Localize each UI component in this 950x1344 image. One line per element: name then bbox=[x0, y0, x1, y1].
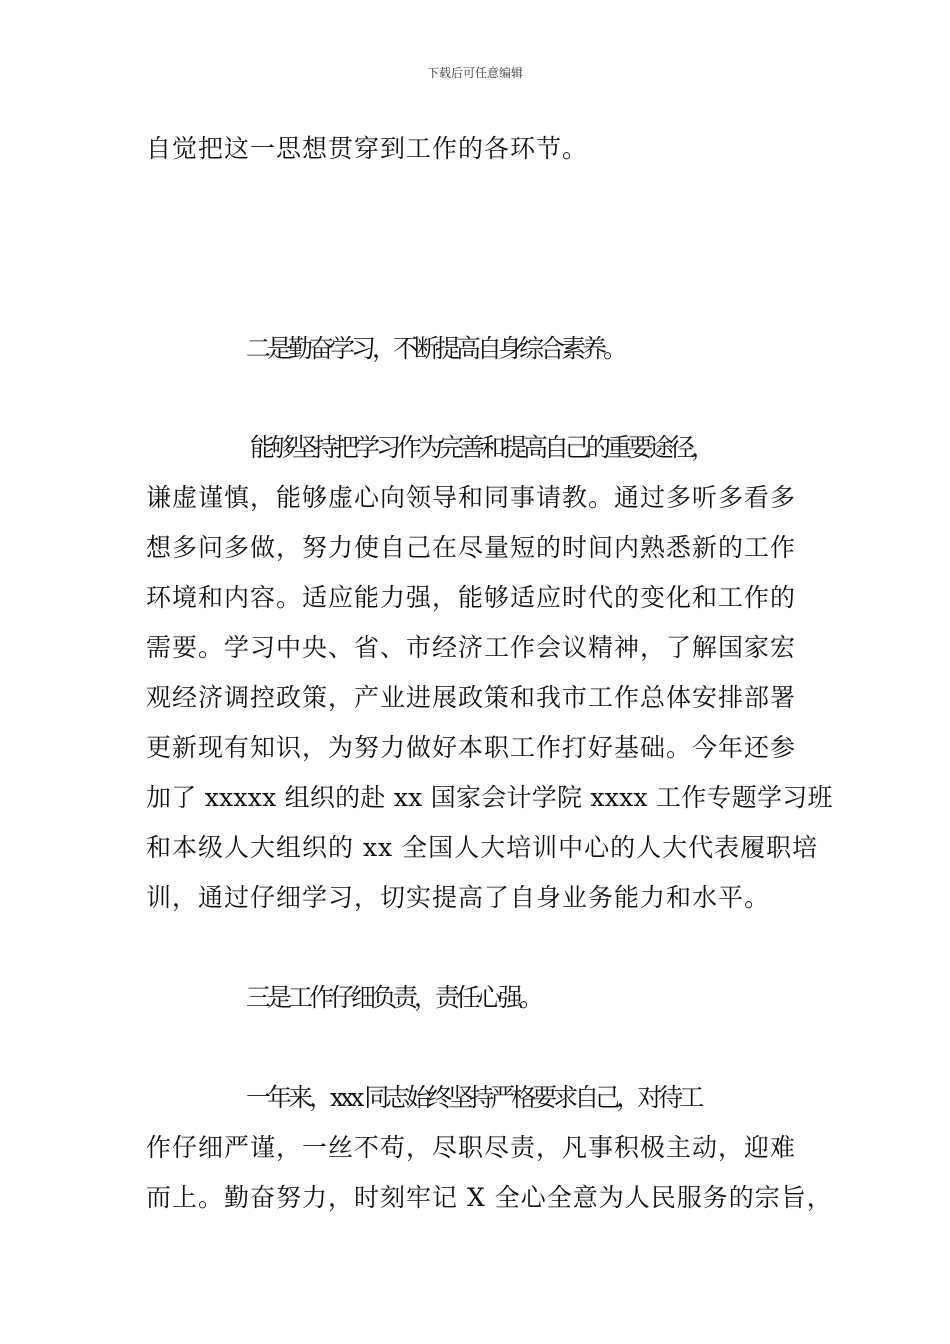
paragraph-line: 训，通过仔细学习，切实提高了自身业务能力和水平。 bbox=[146, 883, 771, 912]
paragraph-line: 自觉把这一思想贯穿到工作的各环节。 bbox=[146, 134, 589, 163]
paragraph-line: 谦虚谨慎，能够虚心向领导和同事请教。通过多听多看多 bbox=[146, 483, 797, 512]
paragraph-line: 而上。勤奋努力，时刻牢记 X 全心全意为人民服务的宗旨， bbox=[146, 1183, 833, 1212]
paragraph-line: 作仔细严谨，一丝不苟，尽职尽责，凡事积极主动，迎难 bbox=[146, 1133, 797, 1162]
paragraph-line: 观经济调控政策，产业进展政策和我市工作总体安排部署 bbox=[146, 683, 797, 712]
paragraph-line: 和本级人大组织的 xx 全国人大培训中心的人大代表履职培 bbox=[146, 833, 819, 862]
page-header: 下载后可任意编辑 bbox=[426, 66, 523, 80]
section-heading: 三是工作仔细负责，责任心强。 bbox=[246, 983, 541, 1012]
paragraph-line: 一年来，xxx 同志始终坚持严格要求自己，对待工 bbox=[246, 1083, 701, 1112]
section-heading: 二是勤奋学习，不断提高自身综合素养。 bbox=[246, 334, 625, 363]
paragraph-line: 环境和内容。适应能力强，能够适应时代的变化和工作的 bbox=[146, 583, 797, 612]
paragraph-line: 加了 xxxxx 组织的赴 xx 国家会计学院 xxxx 工作专题学习班 bbox=[146, 783, 833, 812]
paragraph-line: 想多问多做，努力使自己在尽量短的时间内熟悉新的工作 bbox=[146, 533, 797, 562]
paragraph-line: 能够坚持把学习作为完善和提高自己的重要途径， bbox=[250, 433, 713, 462]
paragraph-line: 需要。学习中央、省、市经济工作会议精神，了解国家宏 bbox=[146, 633, 797, 662]
paragraph-line: 更新现有知识，为努力做好本职工作打好基础。今年还参 bbox=[146, 733, 797, 762]
